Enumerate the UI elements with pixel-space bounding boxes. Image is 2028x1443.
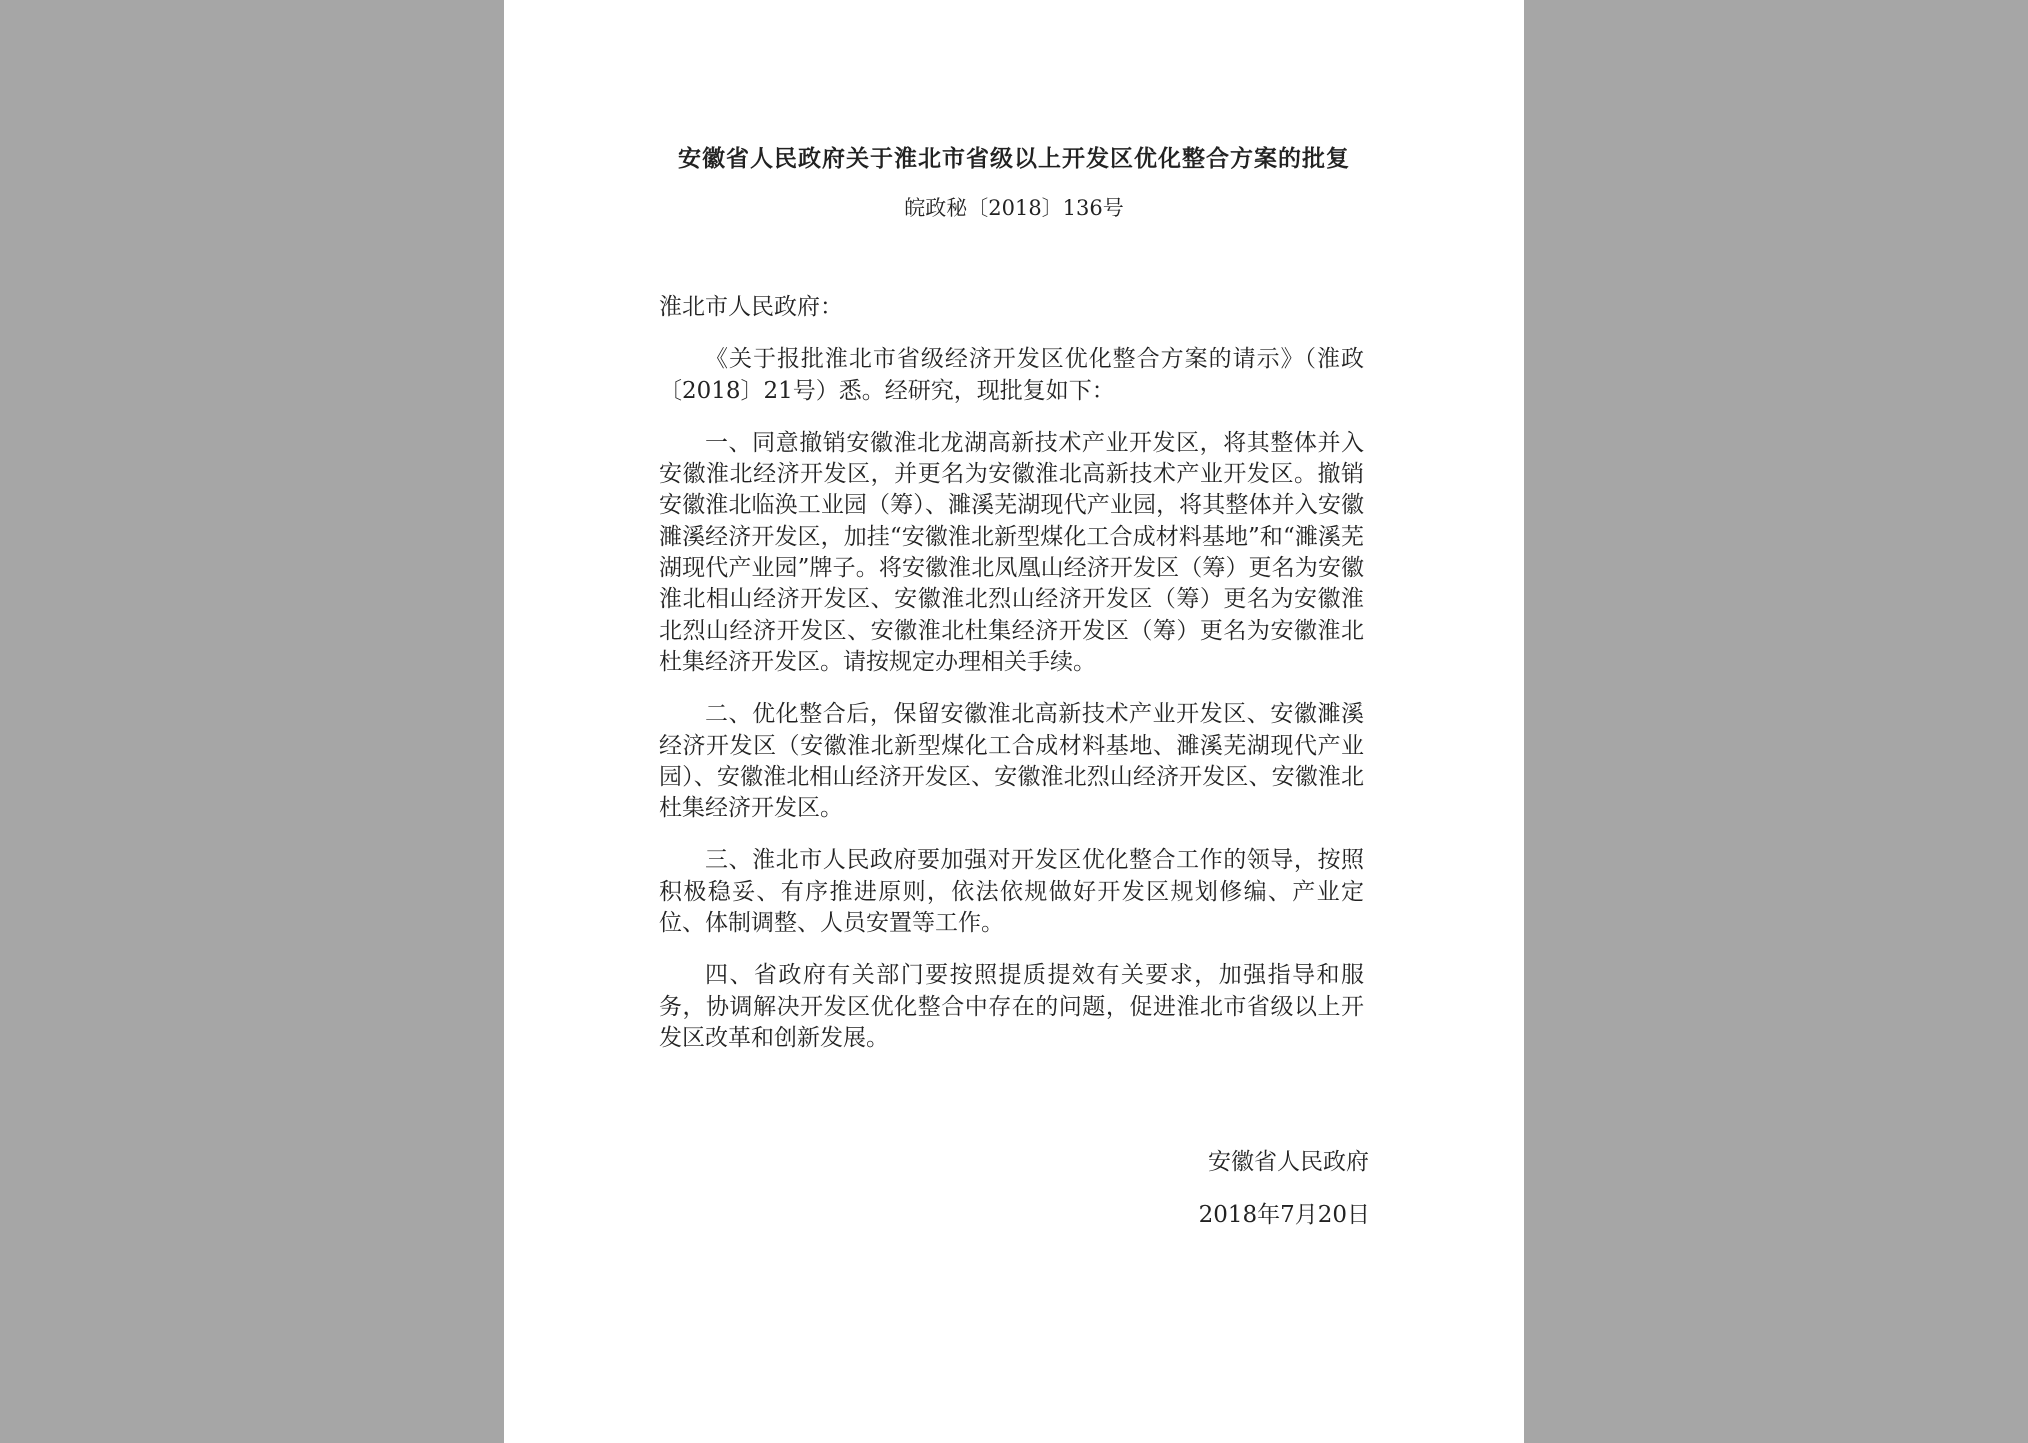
document-page (504, 0, 1524, 1443)
paragraph-2: 二、优化整合后，保留安徽淮北高新技术产业开发区、安徽濉溪经济开发区（安徽淮北新型煤化工合成材料基地、濉溪芜湖现代产业园）、安徽淮北相山经济开发区、安徽淮北烈山经济开发区、安徽淮北杜集经济开发区。 (659, 701, 1364, 822)
paragraph-intro: 《关于报批淮北市省级经济开发区优化整合方案的请示》（淮政〔2018〕21号）悉。经研究，现批复如下： (659, 346, 1364, 404)
document-number: 皖政秘〔2018〕136号 (904, 196, 1124, 220)
signature-date: 2018年7月20日 (1198, 1202, 1370, 1228)
paragraph-3: 三、淮北市人民政府要加强对开发区优化整合工作的领导，按照积极稳妥、有序推进原则，依法依规做好开发区规划修编、产业定位、体制调整、人员安置等工作。 (659, 847, 1364, 937)
salutation: 淮北市人民政府： (659, 294, 843, 320)
paragraph-1: 一、同意撤销安徽淮北龙湖高新技术产业开发区，将其整体并入安徽淮北经济开发区，并更名为安徽淮北高新技术产业开发区。撤销安徽淮北临涣工业园（筹）、濉溪芜湖现代产业园，将其整体并入安徽濉溪经济开发区，加挂“安徽淮北新型煤化工合成材料基地”和“濉溪芜湖现代产业园”牌子。将安徽淮北凤凰山经济开发区（筹）更名为安徽淮北相山经济开发区、安徽淮北烈山经济开发区（筹）更名为安徽淮北烈山经济开发区、安徽淮北杜集经济开发区（筹）更名为安徽淮北杜集经济开发区。请按规定办理相关手续。 (659, 429, 1364, 675)
document-body (659, 292, 1364, 1075)
paragraph-4: 四、省政府有关部门要按照提质提效有关要求，加强指导和服务，协调解决开发区优化整合中存在的问题，促进淮北市省级以上开发区改革和创新发展。 (659, 962, 1364, 1051)
signature-organization: 安徽省人民政府 (1208, 1149, 1369, 1175)
document-title: 安徽省人民政府关于淮北市省级以上开发区优化整合方案的批复 (678, 146, 1350, 172)
